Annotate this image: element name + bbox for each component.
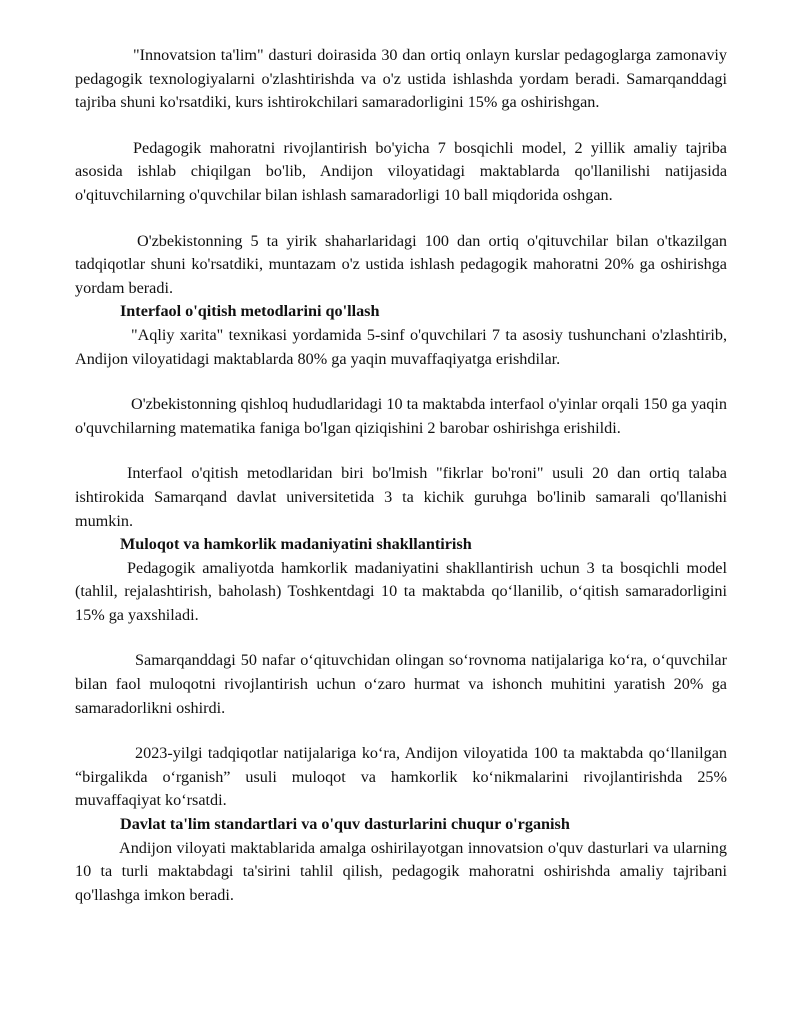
document-page — [75, 44, 727, 907]
heading-interfaol-metodlar: Interfaol o'qitish metodlarini qo'llash — [120, 302, 380, 321]
paragraph-sorovnoma: Samarqanddagi 50 nafar o‘qituvchidan olingan so‘rovnoma natijalariga ko‘ra, o‘quvchilar bilan faol muloqotni rivojlantirish uchun o‘zaro hurmat va ishonch muhitini yaratish 20% ga samaradorlikni oshirdi. — [75, 651, 727, 717]
paragraph-qishloq-maktablar: O'zbekistonning qishloq hududlaridagi 10 ta maktabda interfaol o'yinlar orqali 150 ga yaqin o'quvchilarning matematika faniga bo'lgan qiziqishini 2 barobar oshirishga erishildi. — [75, 395, 727, 437]
paragraph-andijon-dasturlar: Andijon viloyati maktablarida amalga oshirilayotgan innovatsion o'quv dasturlari va ularning 10 ta turli maktabdagi ta'sirini tahlil qilish, pedagogik mahoratni oshirishda amaliy tajribani qo'llashga imkon beradi. — [75, 838, 727, 904]
paragraph-birgalikda-organish: 2023-yilgi tadqiqotlar natijalariga ko‘ra, Andijon viloyatida 100 ta maktabda qo‘llanilgan “birgalikda o‘rganish” usuli muloqot va hamkorlik ko‘nikmalarini rivojlantirishda 25% muvaffaqiyat ko‘rsatdi. — [75, 744, 727, 810]
paragraph-pedagogik-model: Pedagogik mahoratni rivojlantirish bo'yicha 7 bosqichli model, 2 yillik amaliy tajriba asosida ishlab chiqilgan bo'lib, Andijon viloyatidagi maktablarda qo'llanilishi natijasida o'qituvchilarning o'quvchilar bilan ishlash samaradorligi 10 ball miqdorida oshgan. — [75, 138, 727, 204]
heading-muloqot-hamkorlik: Muloqot va hamkorlik madaniyatini shakllantirish — [120, 535, 472, 554]
paragraph-fikrlar-boroni: Interfaol o'qitish metodlaridan biri bo'lmish "fikrlar bo'roni" usuli 20 dan ortiq talaba ishtirokida Samarqand davlat universitetida 3 ta kichik guruhga bo'linib samarali qo'llanishi mumkin. — [75, 464, 727, 530]
paragraph-ozbekiston-tadqiqot: O'zbekistonning 5 ta yirik shaharlaridagi 100 dan ortiq o'qituvchilar bilan o'tkazilgan tadqiqotlar shuni ko'rsatdiki, muntazam o'z ustida ishlash pedagogik mahoratni 20% ga oshirishga yordam beradi. — [75, 231, 727, 297]
paragraph-innovatsion-talim: "Innovatsion ta'lim" dasturi doirasida 30 dan ortiq onlayn kurslar pedagoglarga zamonaviy pedagogik texnologiyalarni o'zlashtirishda va o'z ustida ishlashda yordam beradi. Samarqanddagi tajriba shuni ko'rsatdiki, kurs ishtirokchilari samaradorligini 15% ga oshirishgan. — [75, 46, 727, 112]
heading-davlat-standartlari: Davlat ta'lim standartlari va o'quv dasturlarini chuqur o'rganish — [120, 815, 570, 834]
paragraph-aqliy-xarita: "Aqliy xarita" texnikasi yordamida 5-sinf o'quvchilari 7 ta asosiy tushunchani o'zlashtirib, Andijon viloyatidagi maktablarda 80% ga yaqin muvaffaqiyatga erishdilar. — [75, 325, 727, 368]
paragraph-hamkorlik-model: Pedagogik amaliyotda hamkorlik madaniyatini shakllantirish uchun 3 ta bosqichli model (tahlil, rejalashtirish, baholash) Toshkentdagi 10 ta maktabda qo‘llanilib, o‘qitish samaradorligini 15% ga yaxshiladi. — [75, 558, 727, 624]
